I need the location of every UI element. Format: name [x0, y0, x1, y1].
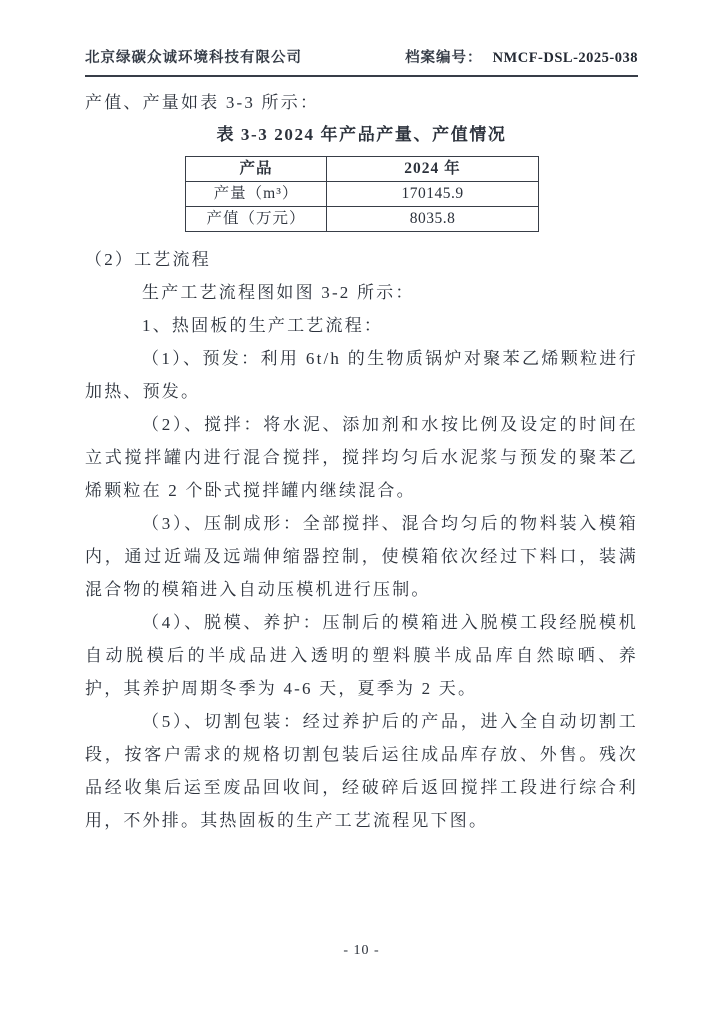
page-header [85, 46, 638, 77]
table-header-year: 2024 年 [327, 157, 539, 182]
table-cell-output-label: 产量（m³） [186, 182, 327, 207]
table-header-row [186, 157, 539, 182]
intro-paragraph: 产值、产量如表 3-3 所示： [85, 93, 320, 112]
table-row [186, 182, 539, 207]
section-heading-process-flow: （2）工艺流程 [85, 250, 211, 269]
flow-subheading-line: 1、热固板的生产工艺流程： [142, 316, 384, 335]
company-name: 北京绿碳众诚环境科技有限公司 [85, 50, 302, 66]
table-header-product: 产品 [186, 157, 327, 182]
production-table [185, 156, 539, 232]
archive-number-block [405, 46, 638, 67]
table-caption: 表 3-3 2024 年产品产量、产值情况 [216, 125, 507, 144]
document-body [85, 86, 638, 837]
table-cell-value-value: 8035.8 [327, 207, 539, 232]
flow-intro-line: 生产工艺流程图如图 3-2 所示： [142, 283, 415, 302]
step-paragraph-prefoaming: （1）、预发：利用 6t/h 的生物质锅炉对聚苯乙烯颗粒进行加热、预发。 [85, 349, 638, 401]
archive-number-value: NMCF-DSL-2025-038 [492, 50, 638, 66]
step-paragraph-cutting-packing: （5）、切割包装：经过养护后的产品，进入全自动切割工段，按客户需求的规格切割包装后运往成品库存放、外售。残次品经收集后运至废品回收间，经破碎后返回搅拌工段进行综合利用，不外排。其热固板的生产工艺流程见下图。 [85, 712, 638, 830]
step-paragraph-demoulding-curing: （4）、脱模、养护：压制后的模箱进入脱模工段经脱模机自动脱模后的半成品进入透明的塑料膜半成品库自然晾晒、养护，其养护周期冬季为 4-6 天，夏季为 2 天。 [85, 613, 638, 698]
table-cell-value-label: 产值（万元） [186, 207, 327, 232]
step-paragraph-pressing: （3）、压制成形：全部搅拌、混合均匀后的物料装入模箱内，通过近端及远端伸缩器控制，使模箱依次经过下料口，装满混合物的模箱进入自动压模机进行压制。 [85, 514, 638, 599]
step-paragraph-mixing: （2）、搅拌：将水泥、添加剂和水按比例及设定的时间在立式搅拌罐内进行混合搅拌，搅拌均匀后水泥浆与预发的聚苯乙烯颗粒在 2 个卧式搅拌罐内继续混合。 [85, 415, 638, 500]
table-cell-output-value: 170145.9 [327, 182, 539, 207]
page-number: - 10 - [343, 943, 380, 958]
page-footer [0, 943, 723, 959]
archive-number-label: 档案编号： [405, 50, 483, 66]
table-row [186, 207, 539, 232]
